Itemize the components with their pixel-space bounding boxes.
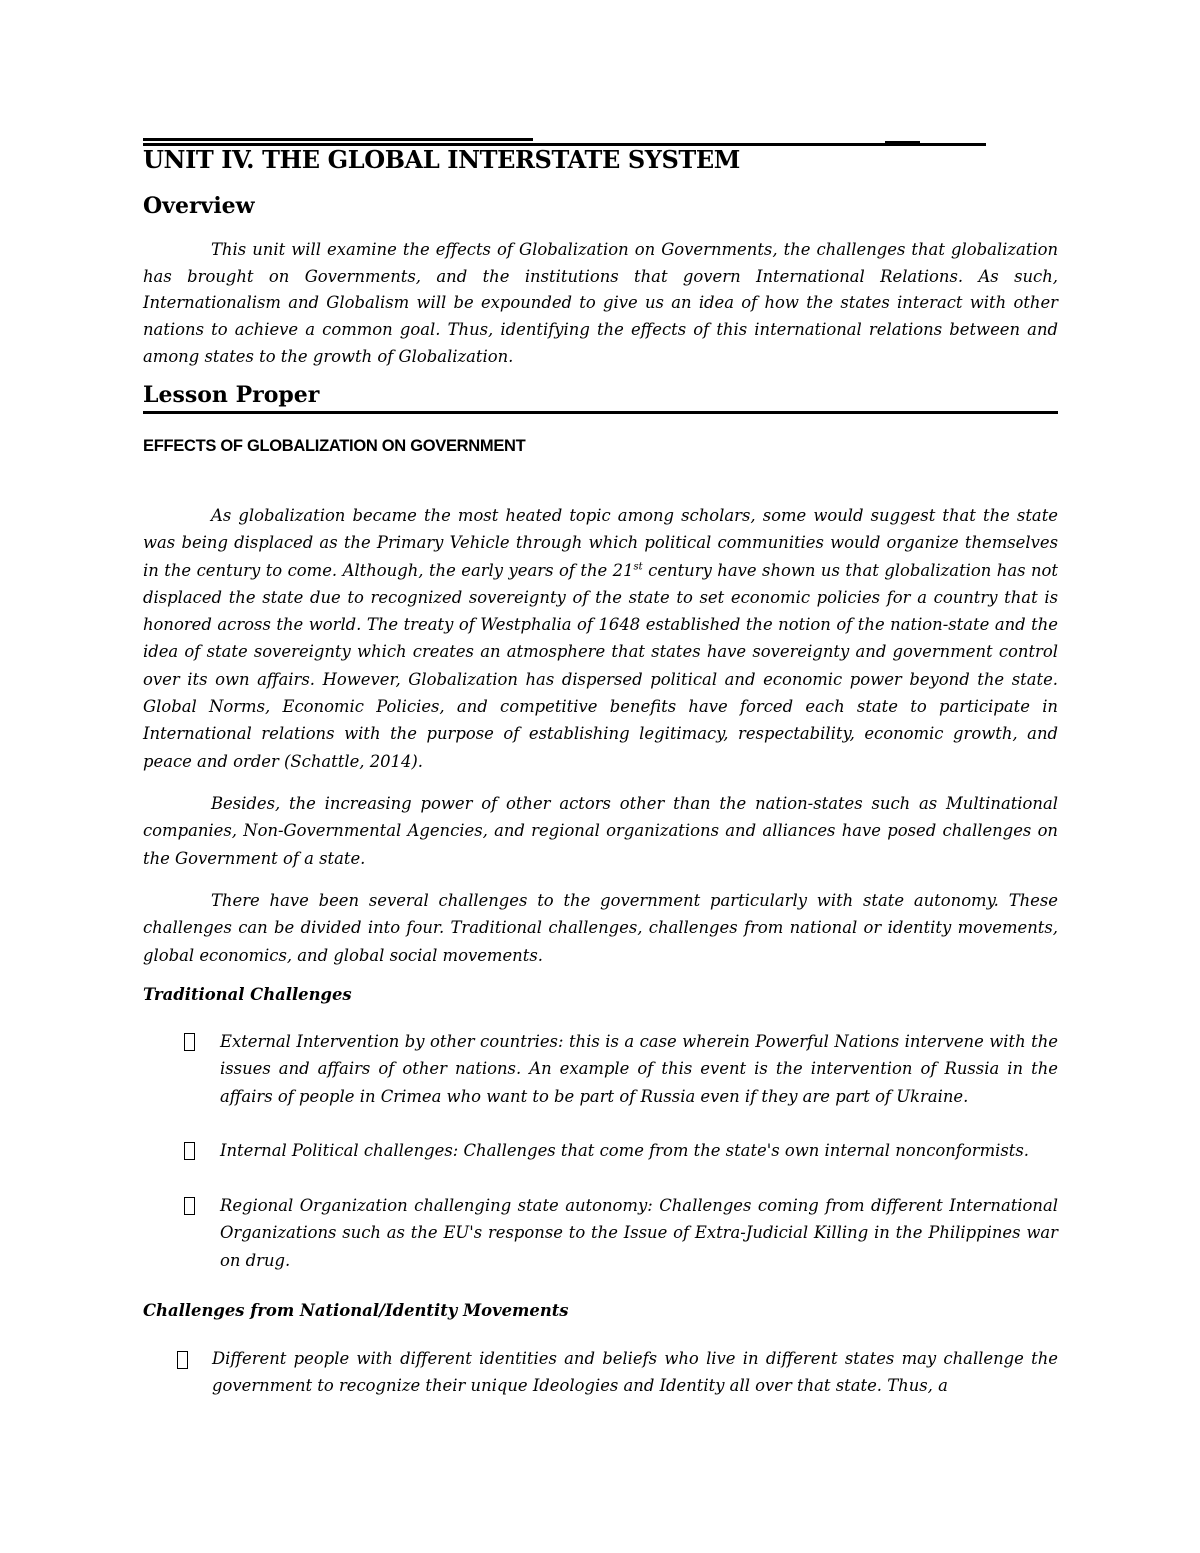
overview-paragraph: This unit will examine the effects of Globalization on Governments, the challenges that globalization has brought on Governments, and the institutions that govern International Relations. As such, Internationalism and Globalism will be expounded to give us an idea of how the states interact with other nations to achieve a common goal. Thus, identifying the effects of this international relations between and among states to the growth of Globalization.: [143, 240, 1058, 366]
top-rule-accent: [885, 141, 920, 143]
traditional-challenges-heading: Traditional Challenges: [143, 985, 352, 1004]
paragraph-1-part-b: century have shown us that globalization has not displaced the state due to recognized sovereignty of the state to set economic policies for a country that is honored across the world. The treaty of Westphalia of 1648 established the notion of the nation-state and the idea of state sovereignty which creates an atmosphere that states have sovereignty and government control over its own affairs. However, Globalization has dispersed political and economic power beyond the state. Global Norms, Economic Policies, and competitive benefits have forced each state to participate in International relations with the purpose of establishing legitimacy, respectability, economic growth, and peace and order (Schattle, 2014).: [143, 560, 1059, 771]
unit-title: UNIT IV. THE GLOBAL INTERSTATE SYSTEM: [143, 145, 740, 174]
lesson-paragraph-3: There have been several challenges to the government particularly with state autonomy. These challenges can be divided into four. Traditional challenges, challenges from national or identity movements, global economics, and global social movements.: [143, 891, 1058, 965]
section-title: EFFECTS OF GLOBALIZATION ON GOVERNMENT: [143, 437, 526, 455]
bullet-box-icon: [184, 1033, 195, 1056]
identity-item: Different people with different identities and beliefs who live in different states may challenge the government to recognize their unique Ideologies and Identity all over that state. Thus, a: [212, 1349, 1058, 1396]
paragraph-1-part-a: As globalization became the most heated topic among scholars, some would suggest that the state was being displaced as the Primary Vehicle through which political communities would organize themselves in the century to come. Although, the early years of the 21: [143, 506, 1058, 580]
bullet-box-icon: [177, 1351, 188, 1374]
top-rule-thick: [143, 138, 533, 141]
overview-heading: Overview: [143, 193, 255, 219]
ordinal-suffix: st: [633, 561, 643, 573]
bullet-box-icon: [184, 1142, 195, 1165]
identity-movements-heading: Challenges from National/Identity Movements: [143, 1301, 569, 1320]
traditional-item: External Intervention by other countries: this is a case wherein Powerful Nations intervene with the issues and affairs of other nations. An example of this event is the intervention of Russia in the affairs of people in Crimea who want to be part of Russia even if they are part of Ukraine.: [220, 1032, 1058, 1106]
traditional-item: Regional Organization challenging state autonomy: Challenges coming from different International Organizations such as the EU's response to the Issue of Extra-Judicial Killing in the Philippines war on drug.: [220, 1196, 1058, 1270]
lesson-paragraph-1: [143, 502, 1058, 775]
lesson-paragraph-2: Besides, the increasing power of other actors other than the nation-states such as Multinational companies, Non-Governmental Agencies, and regional organizations and alliances have posed challenges on the Government of a state.: [143, 794, 1058, 868]
lesson-heading-rule: [143, 411, 1058, 414]
traditional-item: Internal Political challenges: Challenges that come from the state's own internal nonconformists.: [220, 1141, 1029, 1160]
lesson-heading: Lesson Proper: [143, 382, 320, 408]
bullet-box-icon: [184, 1197, 195, 1220]
